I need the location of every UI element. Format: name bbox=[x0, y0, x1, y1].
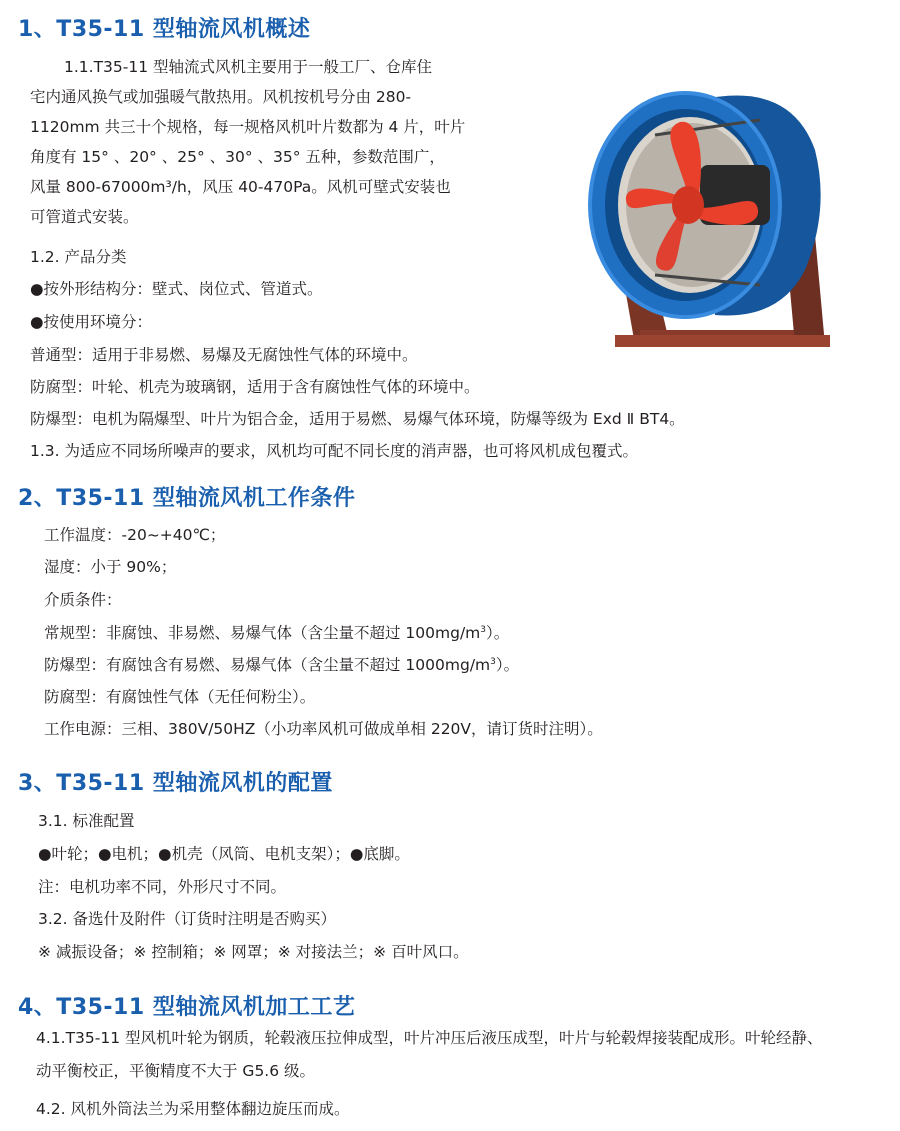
medium-regular bbox=[44, 618, 509, 648]
medium-explosion-proof bbox=[44, 650, 519, 680]
subsection-1-3: 1.3. 为适应不同场所噪声的要求，风机均可配不同长度的消声器，也可将风机成包覆式。 bbox=[30, 442, 639, 460]
intro-line-2: 宅内通风换气或加强暖气散热用。风机按机号分由 280- bbox=[30, 88, 412, 106]
section-1-intro bbox=[30, 52, 465, 232]
section-2-title: 2、T35-11 型轴流风机工作条件 bbox=[18, 486, 356, 511]
bullet-shape-classification: ●按外形结构分：壁式、岗位式、管道式。 bbox=[30, 280, 323, 298]
configuration-note: 注：电机功率不同，外形尺寸不同。 bbox=[38, 878, 287, 896]
medium-regular-sup: 3 bbox=[480, 624, 487, 635]
type-explosion-proof: 防爆型：电机为隔爆型、叶片为铝合金，适用于易燃、易爆气体环境，防爆等级为 Exd Ⅱ BT4。 bbox=[30, 410, 685, 428]
process-4-1-line-2: 动平衡校正，平衡精度不大于 G5.6 级。 bbox=[36, 1062, 316, 1080]
section-3-title: 3、T35-11 型轴流风机的配置 bbox=[18, 771, 333, 796]
medium-explosion-text: 防爆型：有腐蚀含有易燃、易爆气体（含尘量不超过 1000mg/m bbox=[44, 656, 491, 674]
medium-regular-text: 常规型：非腐蚀、非易燃、易爆气体（含尘量不超过 100mg/m bbox=[44, 624, 481, 642]
intro-line-1: 1.1.T35-11 型轴流式风机主要用于一般工厂、仓库住 bbox=[64, 58, 433, 76]
section-1-title: 1、T35-11 型轴流风机概述 bbox=[18, 17, 311, 42]
subsection-3-2: 3.2. 备选什及附件（订货时注明是否购买） bbox=[38, 910, 337, 928]
section-4-title: 4、T35-11 型轴流风机加工工艺 bbox=[18, 995, 356, 1020]
medium-explosion-sup: 3 bbox=[490, 656, 496, 667]
intro-line-3: 1120mm 共三十个规格，每一规格风机叶片数都为 4 片，叶片 bbox=[30, 118, 466, 136]
humidity: 湿度：小于 90%； bbox=[44, 558, 177, 576]
power-supply: 工作电源：三相、380V/50HZ（小功率风机可做成单相 220V，请订货时注明）。 bbox=[44, 720, 603, 738]
standard-configuration: ●叶轮；●电机；●机壳（风筒、电机支架）；●底脚。 bbox=[38, 845, 410, 863]
subsection-1-2: 1.2. 产品分类 bbox=[30, 248, 127, 266]
process-4-1-line-1: 4.1.T35-11 型风机叶轮为钢质，轮毂液压拉伸成型，叶片冲压后液压成型，叶片与轮毂焊接装配成形。叶轮经静、 bbox=[36, 1029, 823, 1047]
bullet-environment-classification: ●按使用环境分： bbox=[30, 313, 153, 331]
work-temperature: 工作温度：-20~+40℃； bbox=[44, 526, 226, 544]
intro-line-4: 角度有 15° 、20° 、25° 、30° 、35° 五种，参数范围广， bbox=[30, 148, 445, 166]
process-4-2: 4.2. 风机外筒法兰为采用整体翻边旋压而成。 bbox=[36, 1100, 350, 1118]
medium-anticorrosion: 防腐型：有腐蚀性气体（无任何粉尘）。 bbox=[44, 688, 316, 706]
intro-line-6: 可管道式安装。 bbox=[30, 208, 139, 226]
type-anticorrosion: 防腐型：叶轮、机壳为玻璃钢，适用于含有腐蚀性气体的环境中。 bbox=[30, 378, 480, 396]
subsection-3-1: 3.1. 标准配置 bbox=[38, 812, 135, 830]
type-normal: 普通型：适用于非易燃、易爆及无腐蚀性气体的环境中。 bbox=[30, 346, 418, 364]
intro-line-5: 风量 800-67000m³/h，风压 40-470Pa。风机可壁式安装也 bbox=[30, 178, 451, 196]
medium-explosion-tail: ）。 bbox=[495, 656, 520, 674]
axial-fan-image bbox=[580, 60, 890, 350]
optional-accessories: ※ 减振设备；※ 控制箱；※ 网罩；※ 对接法兰；※ 百叶风口。 bbox=[38, 943, 469, 961]
medium-conditions: 介质条件： bbox=[44, 591, 122, 609]
medium-regular-tail: ）。 bbox=[486, 624, 510, 642]
